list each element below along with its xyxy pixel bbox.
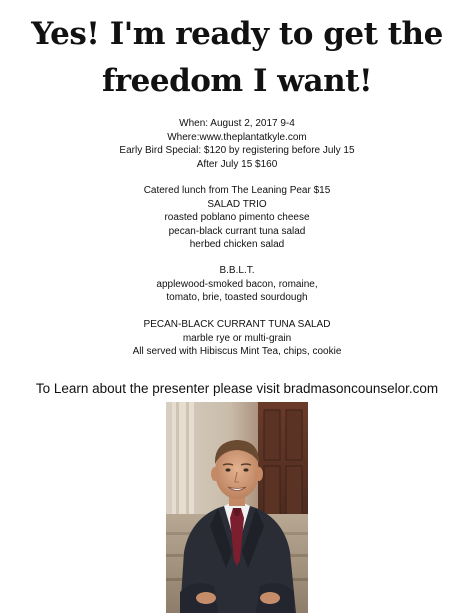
headline-line-2: freedom I want!	[101, 63, 373, 99]
blt-title: B.B.L.T.	[219, 265, 255, 276]
lunch-catered: Catered lunch from The Leaning Pear $15	[143, 185, 331, 196]
event-where: Where:www.theplantatkyle.com	[167, 131, 307, 143]
event-details	[0, 117, 474, 171]
event-after-price: After July 15 $160	[196, 158, 278, 170]
lunch-item: herbed chicken salad	[189, 239, 285, 250]
pecan-tuna-details	[0, 318, 474, 359]
pecan-tuna-line: marble rye or multi-grain	[182, 332, 292, 344]
lunch-details	[0, 184, 474, 252]
blt-details	[0, 264, 474, 305]
pecan-tuna-title: PECAN-BLACK CURRANT TUNA SALAD	[143, 319, 331, 330]
lunch-salad-trio-title: SALAD TRIO	[207, 198, 267, 210]
presenter-photo	[166, 402, 308, 613]
lunch-item: pecan-black currant tuna salad	[168, 225, 306, 237]
event-when: When: August 2, 2017 9-4	[179, 118, 295, 129]
presenter-cta: To Learn about the presenter please visit bradmasoncounselor.com	[35, 381, 439, 396]
blt-line: tomato, brie, toasted sourdough	[166, 292, 308, 303]
presenter-photo-illustration	[166, 402, 308, 613]
blt-line: applewood-smoked bacon, romaine,	[156, 278, 318, 290]
headline-line-1: Yes! I'm ready to get the	[31, 16, 443, 52]
event-early-bird: Early Bird Special: $120 by registering before July 15	[119, 145, 355, 156]
lunch-item: roasted poblano pimento cheese	[164, 212, 310, 223]
pecan-tuna-line: All served with Hibiscus Mint Tea, chips, cookie	[132, 346, 342, 357]
